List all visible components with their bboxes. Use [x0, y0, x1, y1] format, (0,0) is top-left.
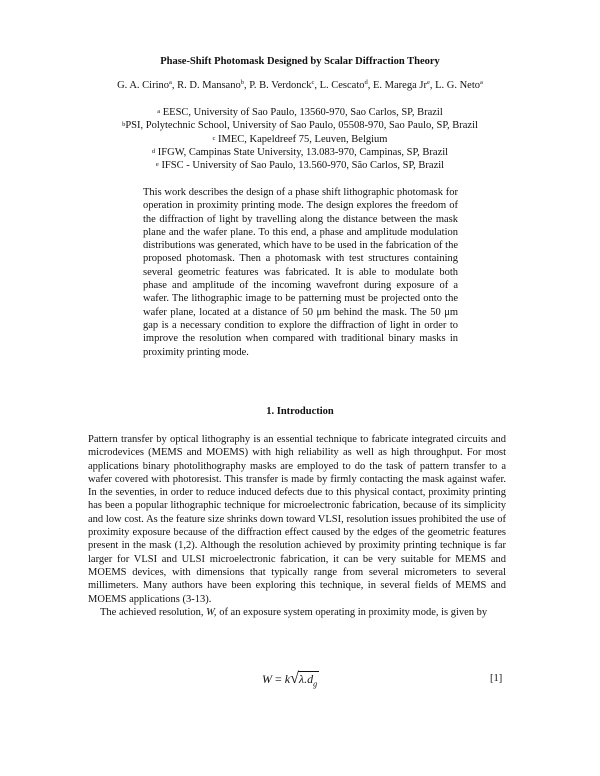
affiliation: $^c$ IMEC, Kapeldreef 75, Leuven, Belgium [212, 133, 388, 145]
affiliation-list [0, 106, 600, 172]
radicand: $\lambda.d_g$ [298, 672, 318, 689]
abstract: This work describes the design of a phase shift lithographic photomask for operation in proximity printing mode. The design explores the freedom of the diffraction of light by travelling along the distance between the mask plane and the wafer plane. To this end, a phase and amplitude modulation distributions was generated, which have to be used in the fabrication of the proposed photomask. Then a photomask with test structures containing several geometric features was fabricated. It is able to modulate both phase and amplitude of the incoming wavefront during exposure of a wafer. The lithographic image to be patterning must be projected onto the wafer plane, located at a distance of 50 μm behind the mask. The 50 μm gap is a necessary condition to explore the diffraction of light in order to improve the resolution when compared with traditional binary masks in proximity printing mode. [143, 187, 458, 358]
equation-number: [1] [490, 673, 503, 684]
paper-title: Phase-Shift Photomask Designed by Scalar Diffraction Theory [160, 56, 440, 67]
paragraph: Pattern transfer by optical lithography is an essential technique to fabricate integrated circuits and microdevices (MEMS and MOEMS) with high reliability as well as high throughput. For most applications binary photolithography masks are employed to do the task of pattern transfer to a wafer covered with photoresist. This transfer is made by firmly contacting the mask against wafer. In the seventies, in order to reduce induced defects due to this physical contact, proximity printing has been a popular lithographic technique for microelectronic fabrication, because of its simplicity and low cost. As the feature size shrinks down toward VLSI, resolution issues prohibited the use of proximity exposure because of the diffraction effect caused by the edges of the geometric features present in the mask (1,2). Although the resolution achieved by proximity printing technique is far larger for VLSI and ULSI microelectronic fabrication, it can be very suitable for MEMS and MOEMS devices, with dimensions that typically range from several micrometers to several millimeters. Many authors have been exploring this technique, in several fields of MEMS and MOEMS applications (3-13). [88, 434, 506, 605]
author: E. Marega Jr$^e$ [373, 79, 430, 91]
affiliation: $^e$ IFSC - University of Sao Paulo, 13.560-970, São Carlos, SP, Brazil [155, 160, 445, 172]
paragraph: The achieved resolution, W, of an exposure system operating in proximity mode, is given by [100, 606, 488, 618]
author: R. D. Mansano$^b$ [177, 79, 244, 91]
author: P. B. Verdonck$^c$ [249, 79, 315, 91]
sqrt-symbol: √ [290, 670, 299, 687]
affiliation: $^b$PSI, Polytechnic School, University of Sao Paulo, 05508-970, Sao Paulo, SP, Brazil [122, 120, 478, 132]
author: G. A. Cirino$^a$ [117, 79, 172, 91]
affiliation: $^a$ EESC, University of Sao Paulo, 13560-970, Sao Carlos, SP, Brazil [157, 107, 443, 118]
author-list: G. A. Cirino$^a$, R. D. Mansano$^b$, P. B. Verdonck$^c$, L. Cescato$^d$, E. Marega Jr$^e$, L. G. Neto$^a$ [117, 79, 483, 91]
section-heading: 1. Introduction [266, 406, 334, 417]
equation: $W = k√\lambda.d_g$ [262, 670, 318, 689]
author: L. G. Neto$^a$ [435, 79, 483, 91]
body-text [88, 433, 506, 619]
author: L. Cescato$^d$ [319, 79, 368, 91]
affiliation: $^d$ IFGW, Campinas State University, 13.083-970, Campinas, SP, Brazil [151, 146, 449, 158]
